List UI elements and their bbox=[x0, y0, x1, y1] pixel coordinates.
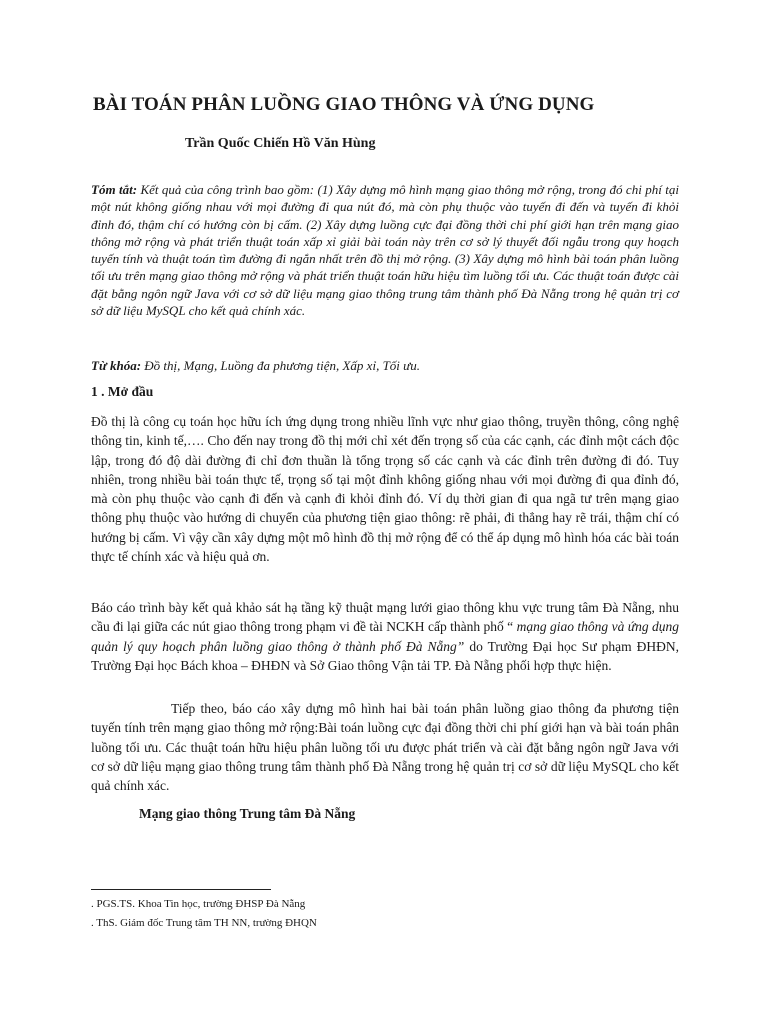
intro-paragraph-1: Đồ thị là công cụ toán học hữu ích ứng dụng trong nhiều lĩnh vực như giao thông, truyền thông, công nghệ thông tin, kinh tế,…. Cho đến nay trong đồ thị mới chỉ xét đến trọng số của các cạnh, các đỉnh một cách độc lập, trong đó độ dài đường đi chỉ đơn thuần là tổng trọng số các cạnh và các đỉnh trên đường đi đó. Tuy nhiên, trong nhiều bài toán thực tế, trọng số tại một đỉnh không giống nhau với mọi đường đi qua đỉnh đó, mà còn phụ thuộc vào cạnh đi đến và cạnh đi khỏi đỉnh đó. Ví dụ thời gian đi qua ngã tư trên mạng giao thông phụ thuộc vào hướng di chuyển của phương tiện giao thông: rẽ phải, đi thẳng hay rẽ trái, thậm chí có hướng bị cấm. Vì vậy cần xây dựng một mô hình đồ thị mở rộng để có thể áp dụng mô hình hóa các bài toán thực tế chính xác và hiệu quả ơn. bbox=[91, 414, 679, 565]
keywords-text: Đồ thị, Mạng, Luồng đa phương tiện, Xấp xỉ, Tối ưu. bbox=[144, 358, 420, 373]
keywords bbox=[91, 357, 679, 374]
section-heading-intro: 1 . Mở đầu bbox=[91, 384, 154, 399]
abstract bbox=[91, 181, 679, 319]
abstract-text: Kết quả của công trình bao gồm: (1) Xây dựng mô hình mạng giao thông mở rộng, trong đó chi phí tại một nút không giống nhau với mọi đường đi qua nút đó, mà còn phụ thuộc vào tuyến đi đến và tuyến đi khỏi đỉnh đó, thậm chí có hướng còn bị cấm. (2) Xây dựng luồng cực đại đồng thời chi phí giới hạn trên mạng giao thông mở rộng và phát triển thuật toán xấp xỉ giải bài toán này trên cơ sở lý thuyết đối ngẫu trong quy hoạch tuyến tính và thuật toán tìm đường đi ngắn nhất trên đồ thị mở rộng. (3) Xây dựng mô hình bài toán phân luồng tối ưu trên mạng giao thông mở rộng và phát triển thuật toán hữu hiệu tìm luồng tối ưu. Các thuật toán được cài đặt bằng ngôn ngữ Java với cơ sở dữ liệu mạng giao thông trung tâm thành phố Đà Nẵng trong hệ quản trị cơ sở dữ liệu MySQL cho kết quả chính xác. bbox=[91, 182, 679, 319]
footnote-1: . PGS.TS. Khoa Tin học, trường ĐHSP Đà Nẵng bbox=[91, 898, 306, 910]
author-line: Trần Quốc Chiến Hồ Văn Hùng bbox=[185, 136, 376, 151]
keywords-label: Từ khóa: bbox=[91, 358, 142, 373]
abstract-label: Tóm tắt: bbox=[91, 182, 138, 197]
intro-paragraph-2-tail: do Trường Đại học Sư phạm ĐHĐN, Trường Đại học Bách khoa – ĐHĐN và Sở Giao thông Vận tải TP. Đà Nẵng phối hợp thực hiện. bbox=[91, 638, 680, 673]
intro-paragraph-3 bbox=[91, 699, 679, 795]
footnote-2: . ThS. Giám đốc Trung tâm TH NN, trường ĐHQN bbox=[91, 917, 317, 929]
subsection-heading: Mạng giao thông Trung tâm Đà Nẵng bbox=[139, 806, 356, 821]
paper-title: BÀI TOÁN PHÂN LUỒNG GIAO THÔNG VÀ ỨNG DỤNG bbox=[93, 94, 595, 115]
project-title-citation: mạng giao thông và ứng dụng quản lý quy hoạch phân luồng giao thông ở thành phố Đà Nẵng” bbox=[91, 619, 679, 654]
intro-paragraph-3-text: Tiếp theo, báo cáo xây dựng mô hình hai bài toán phân luồng giao thông đa phương tiện tuyến tính trên mạng giao thông mở rộng:Bài toán luồng cực đại đồng thời chi phí giới hạn và bài toán phân luồng tối ưu. Các thuật toán hữu hiệu phân luồng tối ưu được phát triển và cài đặt bằng ngôn ngữ Java với cơ sở dữ liệu mạng giao thông trung tâm thành phố Đà Nẵng trong hệ quản trị cơ sở dữ liệu MySQL cho kết quả chính xác. bbox=[91, 701, 679, 794]
footnote-divider bbox=[91, 889, 271, 890]
intro-paragraph-2 bbox=[91, 598, 679, 675]
intro-paragraph-2-lead: Báo cáo trình bày kết quả khảo sát hạ tầng kỹ thuật mạng lưới giao thông khu vực trung tâm Đà Nẵng, nhu cầu đi lại giữa các nút giao thông trong phạm vi đề tài NCKH cấp thành phố “ bbox=[91, 600, 679, 635]
